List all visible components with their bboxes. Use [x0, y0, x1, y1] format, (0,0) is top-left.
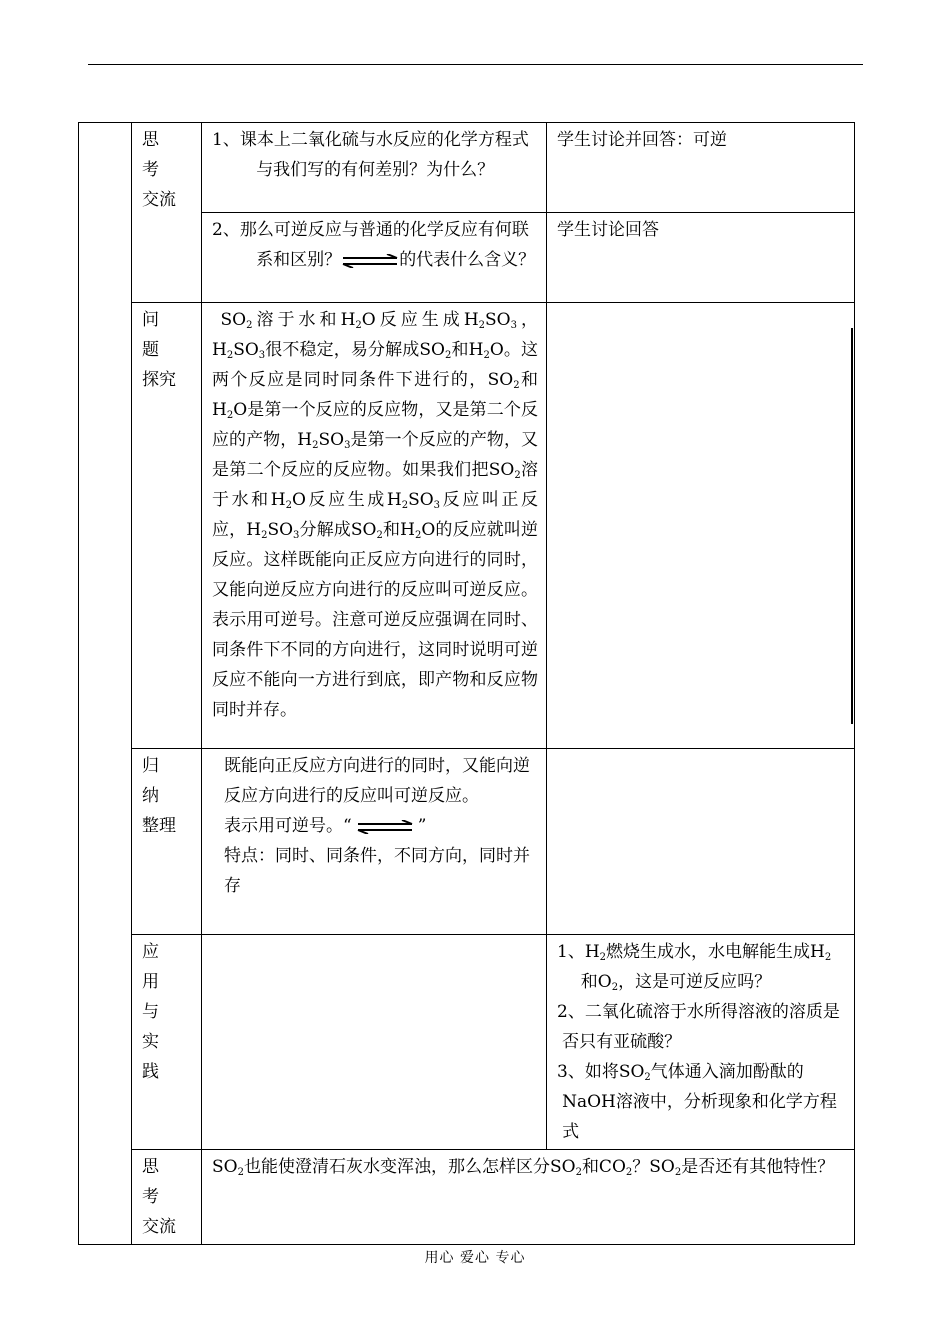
application-question-2: 2、二氧化硫溶于水所得溶液的溶质是否只有亚硫酸？: [557, 1002, 840, 1052]
label-line: 思 考: [142, 1157, 167, 1207]
summary-features: 特点：同时、同条件，不同方向，同时并存: [224, 846, 530, 896]
label-line: 整理: [142, 816, 176, 836]
text-run: O是第一个反应的反应物，又是第二个反应的产物，H: [212, 400, 538, 450]
subscript: 2: [444, 350, 452, 361]
final-question-cell: [202, 1150, 855, 1245]
final-question: [212, 1152, 846, 1182]
text-run: SO: [267, 520, 294, 540]
question-1: [212, 125, 538, 185]
subscript: 2: [513, 380, 520, 391]
answer-text: 学生讨论并回答：可逆: [557, 130, 727, 150]
text-run: O反应生成H: [291, 490, 402, 510]
subscript: 2: [478, 320, 486, 331]
text-run: 3、如将SO: [557, 1062, 645, 1082]
subscript: 2: [483, 350, 490, 361]
text-run: SO: [233, 340, 259, 360]
label-line: 与 实: [142, 1002, 167, 1052]
reversible-arrow-icon: [352, 820, 418, 834]
question-text: 课本上二氧化硫与水反应的化学方程式与我们写的有何差别？为什么？: [239, 130, 529, 180]
question-text: 的代表什么含义？: [399, 250, 536, 270]
answer-text: 学生讨论回答: [557, 220, 659, 240]
label-line: 问 题: [142, 310, 167, 360]
application-question-3: [557, 1057, 846, 1147]
label-line: 探究: [142, 370, 176, 390]
row-label-application: [132, 935, 202, 1150]
subscript: 2: [599, 952, 607, 963]
question-2: [212, 215, 538, 275]
text-run: 气体通入滴加酚酞的NaOH溶液中，分析现象和化学方程式: [562, 1062, 837, 1142]
subscript: 2: [414, 530, 422, 541]
summary-symbol-line: [224, 811, 538, 841]
reversible-arrow-icon: [341, 254, 399, 268]
answer-cell-2: [547, 213, 855, 303]
subscript: 3: [510, 320, 517, 331]
subscript: 2: [575, 1167, 582, 1178]
text-run: 和H: [212, 370, 539, 420]
row-label-problem-inquiry: [132, 303, 202, 749]
text-run: ，H: [212, 310, 539, 360]
label-line: 归 纳: [142, 756, 167, 806]
subscript: 2: [261, 530, 268, 541]
text-run: 燃烧生成水，水电解能生成H: [606, 942, 825, 962]
application-empty-cell: [202, 935, 547, 1150]
subscript: 2: [674, 1167, 682, 1178]
table-row-application: [79, 935, 855, 1150]
text-run: 和O: [580, 972, 612, 992]
table-row-problem-inquiry: [79, 303, 855, 749]
text-run: 是否还有其他特性？: [681, 1157, 835, 1177]
inquiry-paragraph: [212, 305, 538, 725]
subscript: 2: [226, 350, 234, 361]
text-run: SO: [408, 490, 434, 510]
question-cell-2: [202, 213, 547, 303]
summary-empty-cell: [547, 749, 855, 935]
subscript: 2: [355, 320, 362, 331]
text-run: 和H: [382, 520, 415, 540]
inquiry-empty-cell: [547, 303, 855, 749]
text-run: O反应生成H: [361, 310, 479, 330]
subscript: 2: [611, 982, 619, 993]
subscript: 3: [258, 350, 266, 361]
text-run: 1、H: [557, 942, 600, 962]
subscript: 2: [226, 410, 234, 421]
label-line: 交流: [142, 190, 176, 210]
right-margin-bar: [851, 328, 853, 724]
text-run: 也能使澄清石灰水变浑浊，那么怎样区分SO: [243, 1157, 576, 1177]
label-line: 思 考: [142, 130, 167, 180]
subscript: 2: [401, 500, 409, 511]
subscript: 2: [376, 530, 383, 541]
text-run: SO: [485, 310, 511, 330]
label-line: 应 用: [142, 942, 167, 992]
question-text: 那么可逆反应与普通的化学反应有何联系和区别？: [239, 220, 529, 270]
subscript: 3: [433, 500, 441, 511]
question-cell-1: [202, 123, 547, 213]
summary-text-cell: [202, 749, 547, 935]
question-number: 2、: [212, 220, 240, 240]
text-run: 和CO: [581, 1157, 626, 1177]
left-blank-column: [79, 123, 132, 1245]
subscript: 2: [246, 320, 253, 331]
text-run: ？SO: [632, 1157, 675, 1177]
page-footer: 用心 爱心 专心: [424, 1250, 526, 1266]
lesson-plan-table: [78, 122, 855, 1245]
answer-cell-1: [547, 123, 855, 213]
inquiry-text-cell: [202, 303, 547, 749]
row-label-summary: [132, 749, 202, 935]
question-number: 1、: [212, 130, 240, 150]
text-run: 溶于水和H: [252, 310, 356, 330]
text-run: 溶于水和H: [212, 460, 538, 510]
text-run: SO: [318, 430, 345, 450]
label-line: 践: [142, 1062, 159, 1082]
table-row-summary: [79, 749, 855, 935]
text-run: ，这是可逆反应吗？: [618, 972, 772, 992]
text-run: SO: [212, 1157, 238, 1177]
text-run: 很不稳定，易分解成SO: [265, 340, 445, 360]
subscript: 2: [312, 440, 319, 451]
text-run: ”: [417, 816, 427, 836]
table-row-think-exchange-1: [79, 123, 855, 213]
table-row-think-exchange-final: [79, 1150, 855, 1245]
subscript: 2: [237, 1167, 244, 1178]
summary-definition: 既能向正反应方向进行的同时，又能向逆反应方向进行的反应叫可逆反应。: [224, 756, 530, 806]
application-question-1: [557, 937, 846, 997]
text-run: 分解成SO: [299, 520, 377, 540]
text-run: 反应叫正反应，H: [212, 490, 539, 540]
subscript: 2: [824, 952, 832, 963]
subscript: 2: [285, 500, 292, 511]
row-label-think-exchange: [132, 123, 202, 303]
text-run: O。这两个反应是同时同条件下进行的，SO: [212, 340, 538, 390]
label-line: 交流: [142, 1217, 176, 1237]
text-run: 和H: [451, 340, 484, 360]
text-run: 是第一个反应的产物，又是第二个反应的反应物。如果我们把SO: [212, 430, 539, 480]
subscript: 2: [514, 470, 521, 481]
subscript: 3: [293, 530, 300, 541]
text-run: SO: [220, 310, 247, 330]
subscript: 2: [625, 1167, 633, 1178]
text-run: O的反应就叫逆反应。这样既能向正反应方向进行的同时，又能向逆反应方向进行的反应叫可逆反应。表示用可逆号。注意可逆反应强调在同时、同条件下不同的方向进行，这同时说明可逆反应不能向一方进行到底，即产物和反应物同时并存。: [212, 520, 539, 720]
subscript: 3: [344, 440, 351, 451]
row-label-think-exchange-final: [132, 1150, 202, 1245]
application-questions-cell: [547, 935, 855, 1150]
header-rule: [88, 64, 863, 65]
subscript: 2: [644, 1072, 651, 1083]
text-run: 表示用可逆号。“: [224, 816, 352, 836]
